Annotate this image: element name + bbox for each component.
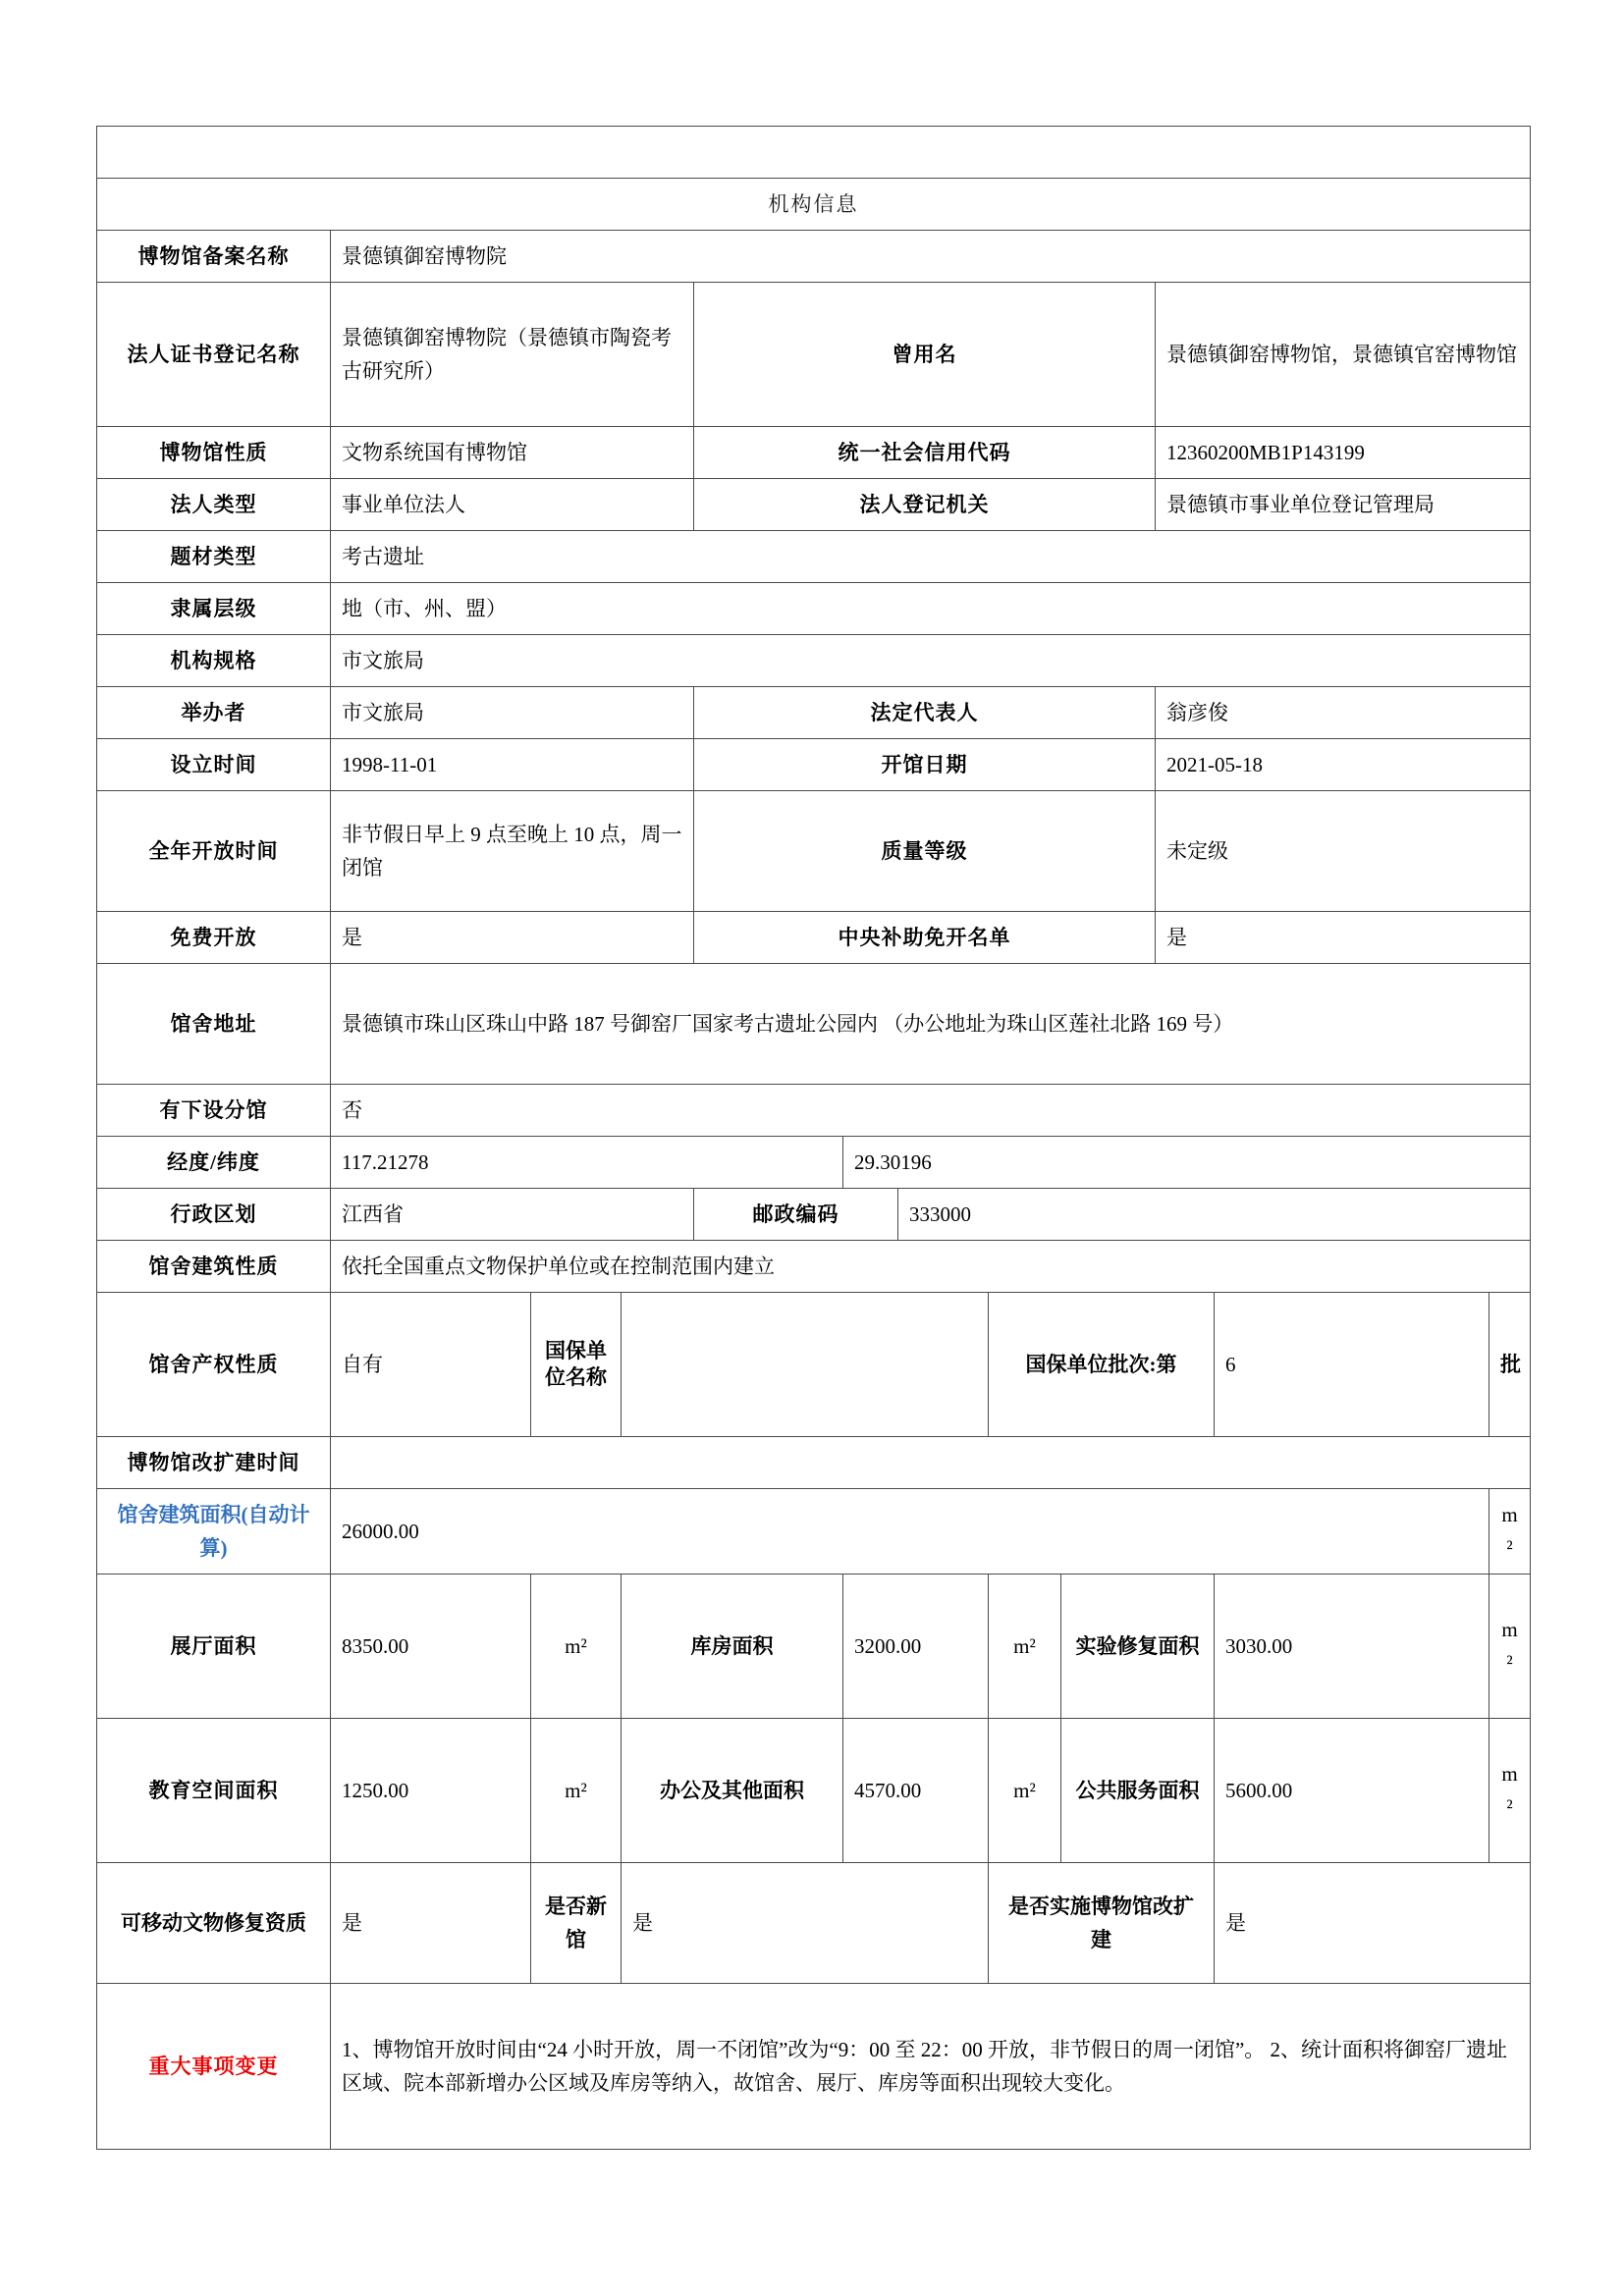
label-lng-lat: 经度/纬度 <box>97 1137 331 1189</box>
label-record-name: 博物馆备案名称 <box>97 231 331 283</box>
label-address: 馆舍地址 <box>97 964 331 1085</box>
value-is-new-building: 是 <box>622 1863 989 1984</box>
table-row <box>97 791 1531 912</box>
label-public-service-area: 公共服务面积 <box>1061 1719 1215 1863</box>
label-building-area: 馆舍建筑面积(自动计算) <box>97 1489 331 1575</box>
table-row <box>97 1984 1531 2150</box>
table-row <box>97 1719 1531 1863</box>
value-address: 景德镇市珠山区珠山中路 187 号御窑厂国家考古遗址公园内 （办公地址为珠山区莲社北路 169 号） <box>331 964 1531 1085</box>
unit-exhibition-area: m² <box>531 1575 622 1719</box>
table-row <box>97 1189 1531 1241</box>
label-registration-authority: 法人登记机关 <box>694 479 1156 531</box>
value-is-rebuild-implemented: 是 <box>1215 1863 1531 1984</box>
value-legal-type: 事业单位法人 <box>331 479 694 531</box>
label-lab-restoration-area: 实验修复面积 <box>1061 1575 1215 1719</box>
label-national-unit-name-text: 国保单位名称 <box>545 1338 607 1390</box>
value-national-unit-batch: 6 <box>1215 1293 1489 1437</box>
label-national-unit-batch: 国保单位批次:第 <box>989 1293 1215 1437</box>
unit-lab-restoration-area: m² <box>1489 1575 1531 1719</box>
table-row <box>97 479 1531 531</box>
unit-building-area: m² <box>1489 1489 1531 1575</box>
label-national-unit-name <box>531 1293 622 1437</box>
label-storage-area: 库房面积 <box>622 1575 843 1719</box>
table-row <box>97 1437 1531 1489</box>
value-latitude: 29.30196 <box>843 1137 1531 1189</box>
label-legal-cert-name: 法人证书登记名称 <box>97 283 331 427</box>
value-lab-restoration-area: 3030.00 <box>1215 1575 1489 1719</box>
table-row <box>97 1241 1531 1293</box>
annual-report-table <box>96 126 1531 2150</box>
table-row <box>97 687 1531 739</box>
table-row <box>97 283 1531 427</box>
value-building-area: 26000.00 <box>331 1489 1489 1575</box>
value-rebuild-time <box>331 1437 1531 1489</box>
label-establish-date: 设立时间 <box>97 739 331 791</box>
value-exhibition-area: 8350.00 <box>331 1575 531 1719</box>
page-title: 年报基本信息 <box>97 127 1531 179</box>
value-education-area: 1250.00 <box>331 1719 531 1863</box>
value-free-open: 是 <box>331 912 694 964</box>
table-row <box>97 739 1531 791</box>
value-office-other-area: 4570.00 <box>843 1719 989 1863</box>
label-legal-type: 法人类型 <box>97 479 331 531</box>
value-museum-nature: 文物系统国有博物馆 <box>331 427 694 479</box>
value-quality-grade: 未定级 <box>1156 791 1531 912</box>
label-education-area: 教育空间面积 <box>97 1719 331 1863</box>
value-org-spec: 市文旅局 <box>331 635 1531 687</box>
label-is-rebuild-implemented: 是否实施博物馆改扩建 <box>989 1863 1215 1984</box>
label-legal-representative: 法定代表人 <box>694 687 1156 739</box>
unit-office-other-area: m² <box>989 1719 1061 1863</box>
label-open-date: 开馆日期 <box>694 739 1156 791</box>
value-organizer: 市文旅局 <box>331 687 694 739</box>
section-header-institution: 机构信息 <box>97 179 1531 231</box>
label-affiliation-level: 隶属层级 <box>97 583 331 635</box>
value-central-subsidy-list: 是 <box>1156 912 1531 964</box>
label-exhibition-area: 展厅面积 <box>97 1575 331 1719</box>
value-legal-representative: 翁彦俊 <box>1156 687 1531 739</box>
value-registration-authority: 景德镇市事业单位登记管理局 <box>1156 479 1531 531</box>
label-theme-type: 题材类型 <box>97 531 331 583</box>
value-postal-code: 333000 <box>898 1189 1531 1241</box>
value-major-changes: 1、博物馆开放时间由“24 小时开放，周一不闭馆”改为“9：00 至 22：00 开放，非节假日的周一闭馆”。 2、统计面积将御窑厂遗址区域、院本部新增办公区域及库房等纳入，故馆舍、展厅、库房等面积出现较大变化。 <box>331 1984 1531 2150</box>
label-has-branch: 有下设分馆 <box>97 1085 331 1137</box>
label-office-other-area: 办公及其他面积 <box>622 1719 843 1863</box>
label-organizer: 举办者 <box>97 687 331 739</box>
unit-education-area: m² <box>531 1719 622 1863</box>
value-theme-type: 考古遗址 <box>331 531 1531 583</box>
table-row <box>97 427 1531 479</box>
table-row <box>97 1085 1531 1137</box>
title-row <box>97 127 1531 179</box>
label-credit-code: 统一社会信用代码 <box>694 427 1156 479</box>
label-major-changes: 重大事项变更 <box>97 1984 331 2150</box>
value-establish-date: 1998-11-01 <box>331 739 694 791</box>
table-row <box>97 1293 1531 1437</box>
value-building-nature: 依托全国重点文物保护单位或在控制范围内建立 <box>331 1241 1531 1293</box>
label-central-subsidy-list: 中央补助免开名单 <box>694 912 1156 964</box>
label-building-nature: 馆舍建筑性质 <box>97 1241 331 1293</box>
value-former-name: 景德镇御窑博物馆，景德镇官窑博物馆 <box>1156 283 1531 427</box>
table-row <box>97 231 1531 283</box>
value-property-nature: 自有 <box>331 1293 531 1437</box>
label-org-spec: 机构规格 <box>97 635 331 687</box>
label-quality-grade: 质量等级 <box>694 791 1156 912</box>
value-record-name: 景德镇御窑博物院 <box>331 231 1531 283</box>
table-row <box>97 635 1531 687</box>
value-open-date: 2021-05-18 <box>1156 739 1531 791</box>
label-batch-suffix: 批 <box>1489 1293 1531 1437</box>
value-annual-open-time: 非节假日早上 9 点至晚上 10 点，周一闭馆 <box>331 791 694 912</box>
value-credit-code: 12360200MB1P143199 <box>1156 427 1531 479</box>
value-storage-area: 3200.00 <box>843 1575 989 1719</box>
table-row <box>97 1137 1531 1189</box>
section-row <box>97 179 1531 231</box>
label-relic-restoration-qualification: 可移动文物修复资质 <box>97 1863 331 1984</box>
value-national-unit-name <box>622 1293 989 1437</box>
value-public-service-area: 5600.00 <box>1215 1719 1489 1863</box>
value-has-branch: 否 <box>331 1085 1531 1137</box>
label-postal-code: 邮政编码 <box>694 1189 898 1241</box>
label-former-name: 曾用名 <box>694 283 1156 427</box>
label-free-open: 免费开放 <box>97 912 331 964</box>
label-annual-open-time: 全年开放时间 <box>97 791 331 912</box>
label-is-new-building: 是否新馆 <box>531 1863 622 1984</box>
label-property-nature: 馆舍产权性质 <box>97 1293 331 1437</box>
table-row <box>97 1863 1531 1984</box>
label-rebuild-time: 博物馆改扩建时间 <box>97 1437 331 1489</box>
table-row <box>97 964 1531 1085</box>
unit-storage-area: m² <box>989 1575 1061 1719</box>
unit-public-service-area: m² <box>1489 1719 1531 1863</box>
value-affiliation-level: 地（市、州、盟） <box>331 583 1531 635</box>
table-row <box>97 1575 1531 1719</box>
label-museum-nature: 博物馆性质 <box>97 427 331 479</box>
value-relic-restoration-qualification: 是 <box>331 1863 531 1984</box>
table-row <box>97 583 1531 635</box>
label-admin-division: 行政区划 <box>97 1189 331 1241</box>
table-row <box>97 531 1531 583</box>
value-legal-cert-name: 景德镇御窑博物院（景德镇市陶瓷考古研究所） <box>331 283 694 427</box>
table-row <box>97 1489 1531 1575</box>
table-row <box>97 912 1531 964</box>
value-longitude: 117.21278 <box>331 1137 843 1189</box>
value-admin-division: 江西省 <box>331 1189 694 1241</box>
